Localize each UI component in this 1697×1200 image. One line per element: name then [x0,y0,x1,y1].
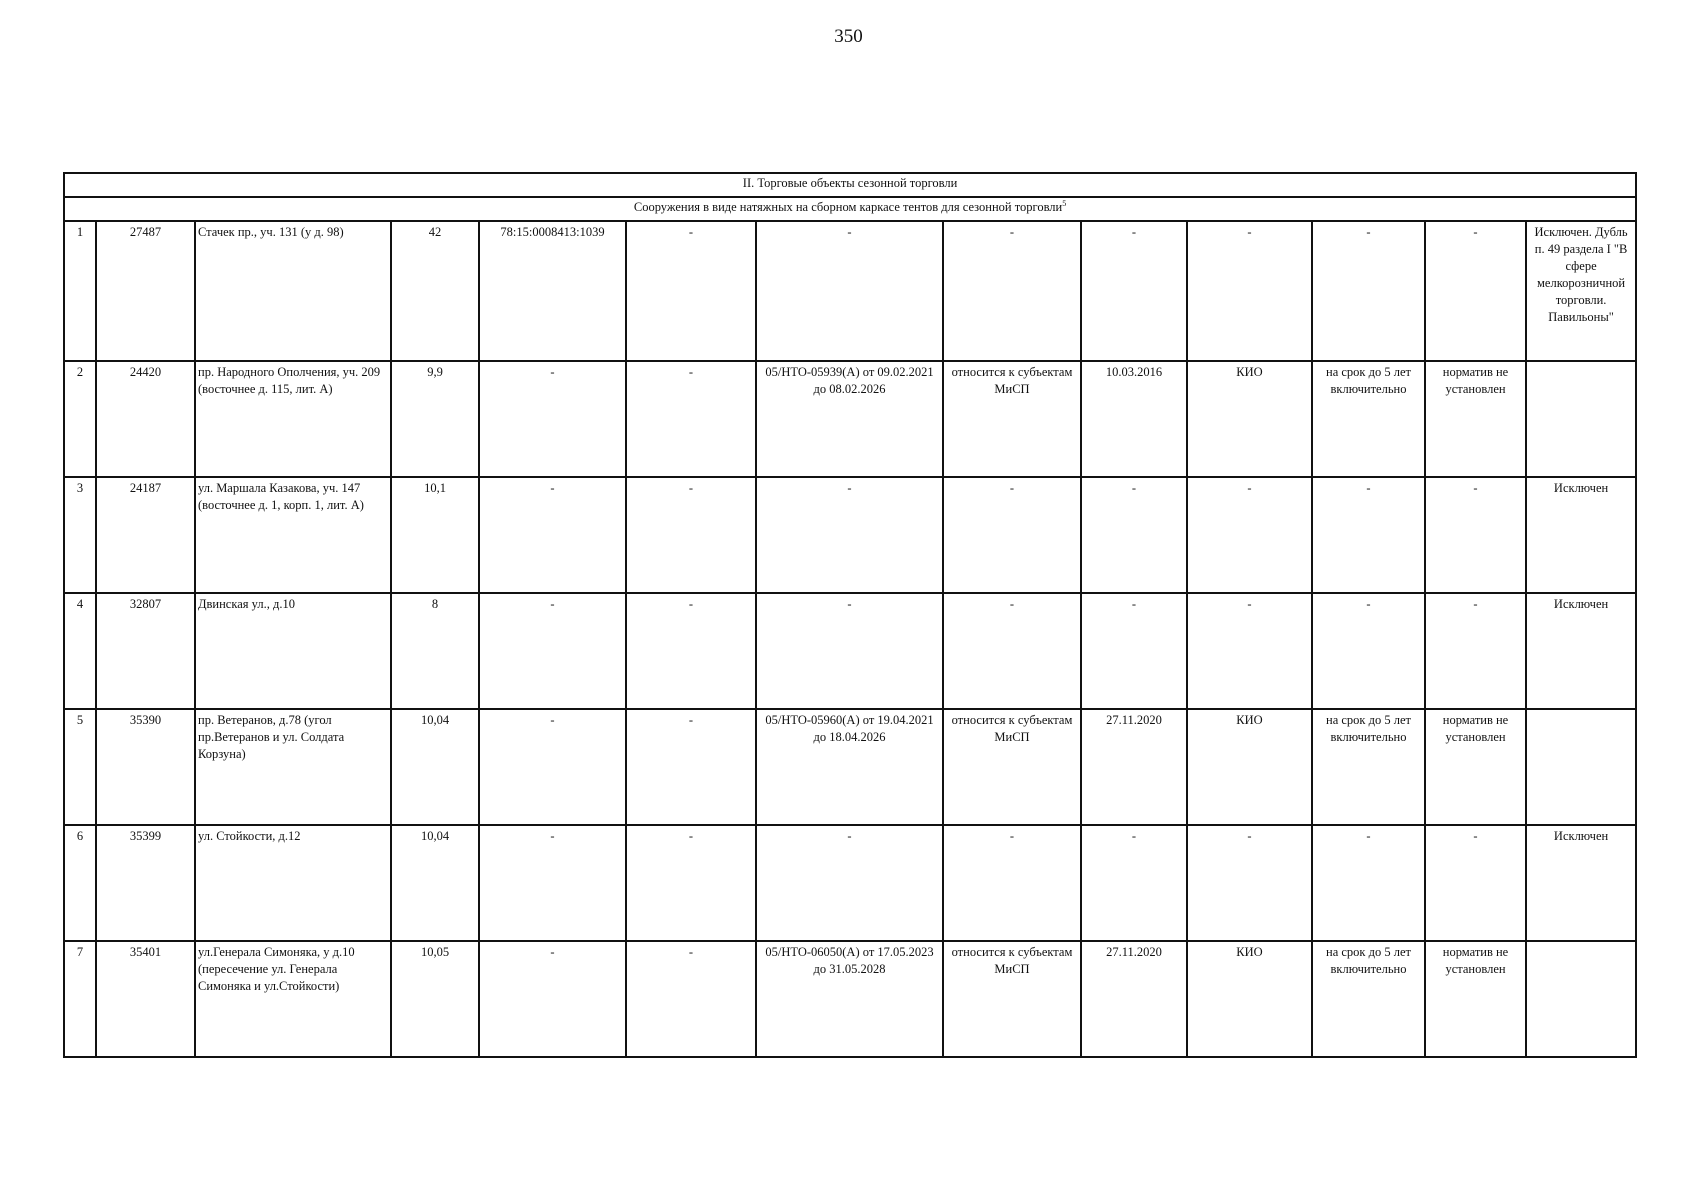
cell-object-id: 35399 [96,825,195,941]
cell-smsp-status: относится к субъектам МиСП [943,709,1081,825]
cell-term: - [1312,825,1425,941]
cell-row-number: 4 [64,593,96,709]
cell-note: Исключен. Дубль п. 49 раздела I "В сфере мелкорозничной торговли. Павильоны" [1526,221,1636,361]
cell-row-number: 3 [64,477,96,593]
cell-column-6: - [626,593,756,709]
cell-cadastral-number: - [479,709,626,825]
cell-cadastral-number: - [479,361,626,477]
cell-smsp-status: - [943,221,1081,361]
cell-column-6: - [626,825,756,941]
cell-organization: КИО [1187,941,1312,1057]
cell-smsp-status: относится к субъектам МиСП [943,941,1081,1057]
subsection-title-text: Сооружения в виде натяжных на сборном каркасе тентов для сезонной торговли [633,200,1063,214]
cell-address: Двинская ул., д.10 [195,593,391,709]
cell-date: - [1081,221,1187,361]
cell-smsp-status: - [943,477,1081,593]
cell-norm: - [1425,593,1526,709]
section-title: II. Торговые объекты сезонной торговли [64,173,1636,197]
cell-area: 8 [391,593,479,709]
cell-norm: норматив не установлен [1425,941,1526,1057]
cell-row-number: 6 [64,825,96,941]
cell-smsp-status: относится к субъектам МиСП [943,361,1081,477]
cell-norm: - [1425,825,1526,941]
cell-area: 10,05 [391,941,479,1057]
cell-organization: - [1187,825,1312,941]
cell-note [1526,941,1636,1057]
cell-column-6: - [626,709,756,825]
cell-term: - [1312,593,1425,709]
cell-smsp-status: - [943,593,1081,709]
cell-cadastral-number: - [479,825,626,941]
subsection-title [64,197,1636,221]
cell-date: 10.03.2016 [1081,361,1187,477]
cell-row-number: 1 [64,221,96,361]
cell-contract: 05/НТО-05939(А) от 09.02.2021 до 08.02.2026 [756,361,943,477]
cell-object-id: 35390 [96,709,195,825]
cell-organization: - [1187,593,1312,709]
cell-date: 27.11.2020 [1081,941,1187,1057]
cell-object-id: 35401 [96,941,195,1057]
cell-address: ул.Генерала Симоняка, у д.10 (пересечение ул. Генерала Симоняка и ул.Стойкости) [195,941,391,1057]
cell-row-number: 5 [64,709,96,825]
cell-area: 10,1 [391,477,479,593]
cell-column-6: - [626,221,756,361]
cell-term: - [1312,221,1425,361]
cell-date: - [1081,593,1187,709]
cell-term: на срок до 5 лет включительно [1312,709,1425,825]
cell-object-id: 27487 [96,221,195,361]
subsection-footnote-mark: 5 [1062,198,1067,208]
cell-date: - [1081,825,1187,941]
cell-contract: - [756,593,943,709]
cell-cadastral-number: 78:15:0008413:1039 [479,221,626,361]
cell-organization: - [1187,477,1312,593]
cell-norm: норматив не установлен [1425,361,1526,477]
cell-organization: КИО [1187,361,1312,477]
table-row [64,941,1636,1057]
cell-smsp-status: - [943,825,1081,941]
cell-note: Исключен [1526,825,1636,941]
cell-object-id: 24187 [96,477,195,593]
cell-contract: 05/НТО-05960(А) от 19.04.2021 до 18.04.2026 [756,709,943,825]
cell-contract: 05/НТО-06050(А) от 17.05.2023 до 31.05.2028 [756,941,943,1057]
table-row [64,825,1636,941]
cell-organization: - [1187,221,1312,361]
cell-area: 9,9 [391,361,479,477]
page-number: 350 [834,26,863,47]
cell-note [1526,361,1636,477]
cell-column-6: - [626,941,756,1057]
seasonal-trade-table [63,172,1637,1058]
table-row [64,593,1636,709]
cell-address: ул. Маршала Казакова, уч. 147 (восточнее д. 1, корп. 1, лит. А) [195,477,391,593]
cell-date: 27.11.2020 [1081,709,1187,825]
cell-contract: - [756,825,943,941]
cell-term: - [1312,477,1425,593]
cell-row-number: 2 [64,361,96,477]
cell-date: - [1081,477,1187,593]
cell-address: пр. Народного Ополчения, уч. 209 (восточнее д. 115, лит. А) [195,361,391,477]
cell-column-6: - [626,477,756,593]
cell-area: 10,04 [391,709,479,825]
cell-column-6: - [626,361,756,477]
cell-term: на срок до 5 лет включительно [1312,941,1425,1057]
cell-norm: - [1425,221,1526,361]
cell-term: на срок до 5 лет включительно [1312,361,1425,477]
cell-note [1526,709,1636,825]
cell-note: Исключен [1526,477,1636,593]
cell-norm: норматив не установлен [1425,709,1526,825]
cell-row-number: 7 [64,941,96,1057]
cell-norm: - [1425,477,1526,593]
table-row [64,361,1636,477]
cell-address: Стачек пр., уч. 131 (у д. 98) [195,221,391,361]
cell-object-id: 24420 [96,361,195,477]
cell-contract: - [756,221,943,361]
cell-address: ул. Стойкости, д.12 [195,825,391,941]
cell-address: пр. Ветеранов, д.78 (угол пр.Ветеранов и ул. Солдата Корзуна) [195,709,391,825]
table-row [64,477,1636,593]
cell-area: 42 [391,221,479,361]
cell-area: 10,04 [391,825,479,941]
cell-contract: - [756,477,943,593]
cell-cadastral-number: - [479,593,626,709]
cell-organization: КИО [1187,709,1312,825]
cell-object-id: 32807 [96,593,195,709]
cell-note: Исключен [1526,593,1636,709]
table-row [64,221,1636,361]
cell-cadastral-number: - [479,941,626,1057]
cell-cadastral-number: - [479,477,626,593]
table-row [64,709,1636,825]
